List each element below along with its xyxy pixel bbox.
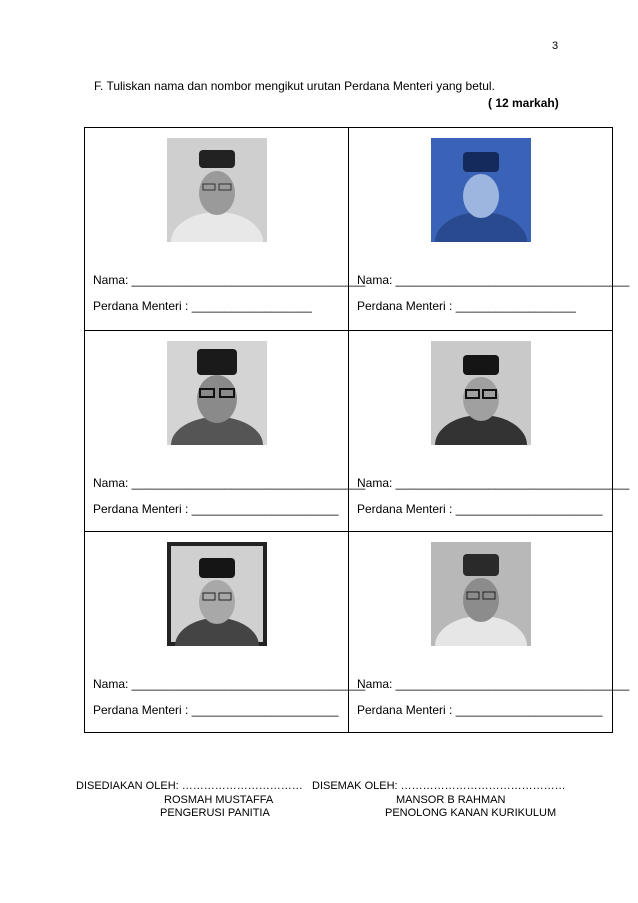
portrait-photo bbox=[431, 341, 531, 445]
portrait-cell bbox=[349, 331, 630, 532]
checker-name: MANSOR B RAHMAN bbox=[396, 794, 506, 806]
perdana-menteri-field: Perdana Menteri : __________________ bbox=[93, 299, 312, 313]
perdana-menteri-field: Perdana Menteri : ______________________ bbox=[93, 502, 339, 516]
portrait-photo bbox=[167, 542, 267, 646]
nama-field: Nama: ___________________________________ bbox=[93, 677, 366, 691]
page-number: 3 bbox=[552, 40, 559, 52]
checked-by-label: DISEMAK OLEH: ……………………………………… bbox=[312, 780, 566, 792]
perdana-menteri-field: Perdana Menteri : ______________________ bbox=[93, 703, 339, 717]
prepared-by-label: DISEDIAKAN OLEH: …………………………… bbox=[76, 780, 303, 792]
perdana-menteri-field: Perdana Menteri : ______________________ bbox=[357, 703, 603, 717]
nama-field: Nama: ___________________________________ bbox=[93, 476, 366, 490]
portrait-photo bbox=[431, 542, 531, 646]
nama-field: Nama: ___________________________________ bbox=[357, 476, 630, 490]
perdana-menteri-field: Perdana Menteri : ______________________ bbox=[357, 502, 603, 516]
nama-field: Nama: ___________________________________ bbox=[93, 273, 366, 287]
portrait-cell bbox=[349, 128, 630, 331]
preparer-role: PENGERUSI PANITIA bbox=[160, 807, 270, 819]
portrait-photo bbox=[167, 341, 267, 445]
portrait-cell bbox=[85, 532, 366, 732]
portrait-grid bbox=[84, 127, 630, 733]
portrait-cell bbox=[85, 128, 366, 331]
marks-label: ( 12 markah) bbox=[488, 96, 559, 110]
portrait-cell bbox=[349, 532, 630, 732]
nama-field: Nama: ___________________________________ bbox=[357, 677, 630, 691]
nama-field: Nama: ___________________________________ bbox=[357, 273, 630, 287]
checker-role: PENOLONG KANAN KURIKULUM bbox=[385, 807, 557, 819]
portrait-cell bbox=[85, 331, 366, 532]
preparer-name: ROSMAH MUSTAFFA bbox=[164, 794, 274, 806]
question-text: F. Tuliskan nama dan nombor mengikut urutan Perdana Menteri yang betul. bbox=[94, 79, 495, 93]
portrait-photo bbox=[431, 138, 531, 242]
portrait-photo bbox=[167, 138, 267, 242]
perdana-menteri-field: Perdana Menteri : __________________ bbox=[357, 299, 576, 313]
